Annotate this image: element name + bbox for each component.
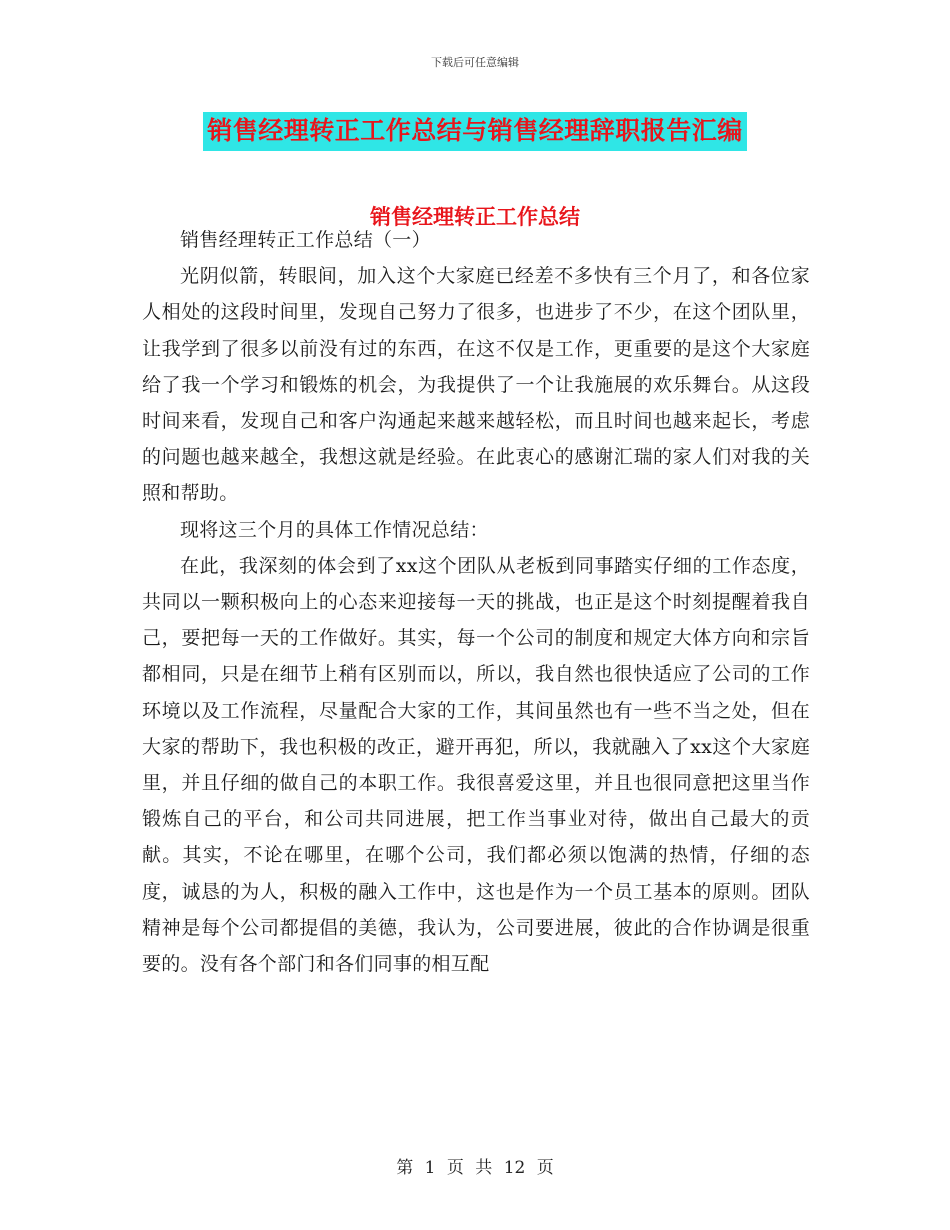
paragraph: 光阴似箭，转眼间，加入这个大家庭已经差不多快有三个月了，和各位家人相处的这段时间里，发现自己努力了很多，也进步了不少，在这个团队里，让我学到了很多以前没有过的东西，在这不仅是工作，更重要的是这个大家庭给了我一个学习和锻炼的机会，为我提供了一个让我施展的欢乐舞台。从这段时间来看，发现自己和客户沟通起来越来越轻松，而且时间也越来起长，考虑的问题也越来越全，我想这就是经验。在此衷心的感谢汇瑞的家人们对我的关照和帮助。: [142, 265, 810, 505]
header-note: 下载后可任意编辑: [431, 56, 519, 69]
paragraph: 在此，我深刻的体会到了xx这个团队从老板到同事踏实仔细的工作态度，共同以一颗积极向上的心态来迎接每一天的挑战，也正是这个时刻提醒着我自己，要把每一天的工作做好。其实，每一个公司的制度和规定大体方向和宗旨都相同，只是在细节上稍有区别而以，所以，我自然也很快适应了公司的工作环境以及工作流程，尽量配合大家的工作，其间虽然也有一些不当之处，但在大家的帮助下，我也积极的改正，避开再犯，所以，我就融入了xx这个大家庭里，并且仔细的做自己的本职工作。我很喜爱这里，并且也很同意把这里当作锻炼自己的平台，和公司共同进展，把工作当事业对待，做出自己最大的贡献。其实，不论在哪里，在哪个公司，我们都必须以饱满的热情，仔细的态度，诚恳的为人，积极的融入工作中，这也是作为一个员工基本的原则。团队精神是每个公司都提倡的美德，我认为，公司要进展，彼此的合作协调是很重要的。没有各个部门和各们同事的相互配: [142, 554, 810, 976]
paragraph-subtitle: 销售经理转正工作总结（一）: [180, 229, 431, 251]
section-title: 销售经理转正工作总结: [370, 204, 580, 229]
body-text: [142, 220, 810, 982]
document-title: 销售经理转正工作总结与销售经理辞职报告汇编: [203, 112, 747, 151]
document-title-container: [0, 112, 950, 151]
page-footer: 第 1 页 共 12 页: [396, 1158, 554, 1178]
paragraph: 现将这三个月的具体工作情况总结：: [180, 518, 489, 541]
